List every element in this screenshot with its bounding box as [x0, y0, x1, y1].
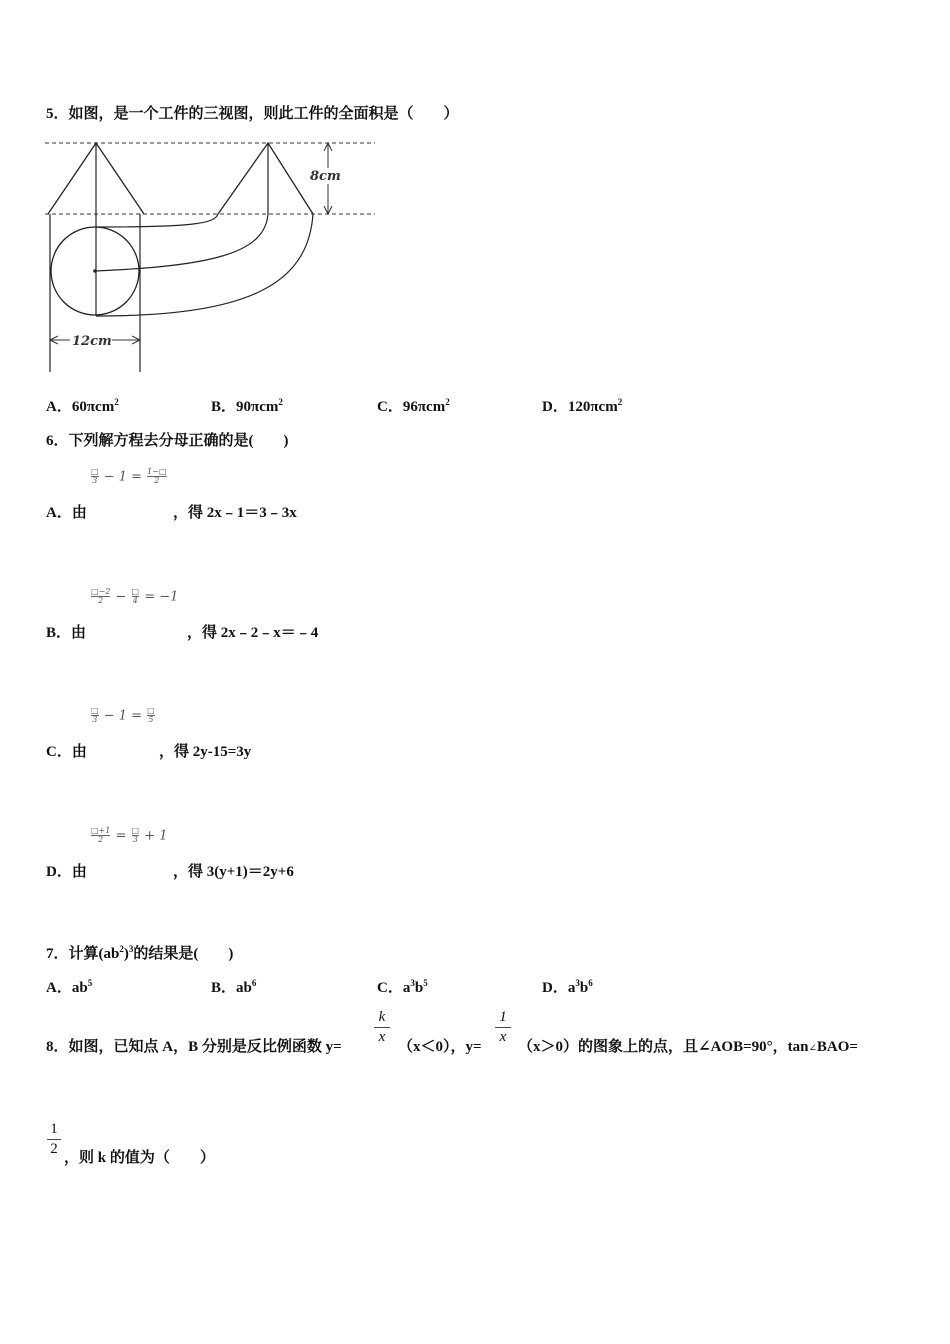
q8-stem-part1: 8．如图，已知点 A，B 分别是反比例函数 y= — [46, 1039, 342, 1055]
q8-stem-part3: （x＞0）的图象上的点，且∠AOB=90°，tan∠BAO= — [518, 1039, 858, 1055]
q7-option-b[interactable]: B．$ab^6$ — [211, 978, 257, 996]
q6-d-result: ，得 3(y+1)＝2y+6 — [173, 864, 294, 880]
q7-option-c[interactable]: C．$a^3b^5$ — [377, 978, 428, 996]
q6-b-result: ，得 2x﹣2﹣x＝﹣4 — [187, 625, 319, 641]
q6-b-equation: $\frac{□-2}{2}$ − □ 4 = −1 — [91, 587, 179, 606]
side-view-triangle — [218, 143, 313, 214]
height-label: 8cm — [310, 169, 341, 184]
q8-stem-part2: （x＜0），y= — [398, 1039, 482, 1055]
q8-stem-part5: ，则 k 的值为（ ） — [64, 1150, 215, 1166]
q5-option-a[interactable]: A．60πcm$^2$ — [46, 397, 119, 415]
q5-three-view-figure — [40, 134, 385, 379]
q6-c-result: ，得 2y-15=3y — [159, 744, 252, 760]
q7-option-a[interactable]: A．$ab^5$ — [46, 978, 93, 996]
q6-option-c[interactable]: C．由 — [46, 744, 87, 760]
q8-fraction-k-over-x: k x — [374, 1010, 390, 1045]
q5-stem: 5．如图，是一个工件的三视图，则此工件的全面积是（ ） — [46, 106, 459, 122]
q6-option-b[interactable]: B．由 — [46, 625, 87, 641]
q6-option-a[interactable]: A．由 — [46, 505, 87, 521]
width-label: 12cm — [72, 334, 112, 349]
q6-option-d[interactable]: D．由 — [46, 864, 87, 880]
q6-a-equation: □ 3 − 1 = $\frac{1-□}{2}$ — [91, 467, 167, 486]
q5-option-d[interactable]: D．120πcm$^2$ — [542, 397, 623, 415]
q7-stem: 7．计算$(ab^2)^3$的结果是( ) — [46, 944, 234, 962]
q6-stem: 6．下列解方程去分母正确的是( ) — [46, 433, 289, 449]
q6-c-equation: □ 3 − 1 = □ 5 — [91, 706, 155, 725]
q7-option-d[interactable]: D．$a^3b^6$ — [542, 978, 593, 996]
angle-symbol: ∠ — [808, 1043, 817, 1054]
q8-fraction-one-half: 1 2 — [47, 1122, 61, 1157]
q5-option-b[interactable]: B．90πcm$^2$ — [211, 397, 283, 415]
q8-fraction-1-over-x: 1 x — [495, 1010, 511, 1045]
q5-option-c[interactable]: C．96πcm$^2$ — [377, 397, 450, 415]
q6-a-result: ，得 2x﹣1＝3﹣3x — [173, 505, 297, 521]
q6-d-equation: $\frac{□+1}{2}$ = □ 3 + 1 — [91, 826, 168, 845]
